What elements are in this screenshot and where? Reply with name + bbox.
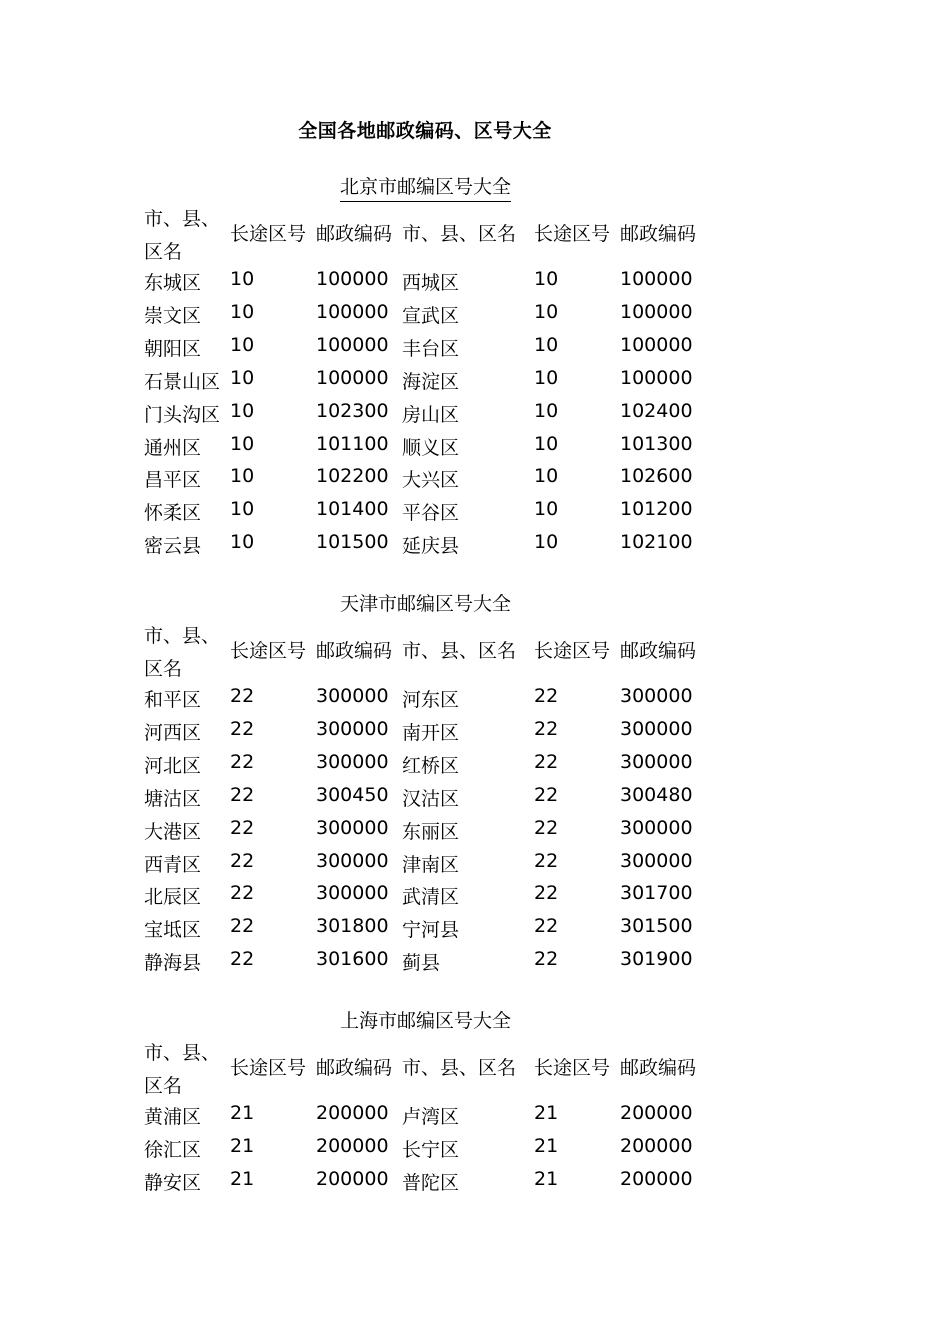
table-cell: 10 xyxy=(534,465,559,488)
table-cell: 21 xyxy=(534,1102,559,1124)
table-cell: 22 xyxy=(534,816,559,839)
table-cell: 河西区 xyxy=(144,721,202,744)
table-cell: 静安区 xyxy=(144,1171,202,1194)
table-cell: 怀柔区 xyxy=(144,502,202,525)
table-cell: 22 xyxy=(230,882,255,905)
table-cell: 10 xyxy=(230,498,255,521)
table-cell: 宁河县 xyxy=(402,919,460,942)
table-cell: 300000 xyxy=(620,750,693,773)
table-cell: 顺义区 xyxy=(402,436,460,459)
table-cell: 22 xyxy=(230,849,255,872)
table-cell: 300000 xyxy=(316,849,389,872)
table-cell: 200000 xyxy=(620,1167,693,1190)
table-cell: 西青区 xyxy=(144,853,202,876)
table-cell: 102100 xyxy=(620,531,693,554)
table-cell: 大兴区 xyxy=(402,469,460,492)
table-cell: 密云县 xyxy=(144,535,202,558)
table-cell: 300450 xyxy=(316,783,389,806)
table-cell: 200000 xyxy=(316,1134,389,1157)
table-cell: 200000 xyxy=(620,1102,693,1124)
table-cell: 蓟县 xyxy=(402,952,441,975)
table-cell: 海淀区 xyxy=(402,370,460,393)
table-header-cell: 市、县、区名 xyxy=(402,1057,517,1079)
table-cell: 300000 xyxy=(620,849,693,872)
table-cell: 22 xyxy=(534,849,559,872)
table-header-cell: 长途区号 xyxy=(534,223,611,245)
table-cell: 301500 xyxy=(620,915,693,938)
table-cell: 21 xyxy=(534,1134,559,1157)
table-cell: 静海县 xyxy=(144,952,202,975)
table-header-cell: 长途区号 xyxy=(534,640,611,662)
table-cell: 塘沽区 xyxy=(144,787,202,810)
table-cell: 东丽区 xyxy=(402,820,460,843)
table-cell: 徐汇区 xyxy=(144,1138,202,1161)
table-cell: 301600 xyxy=(316,948,389,971)
table-cell: 301700 xyxy=(620,882,693,905)
table-cell: 普陀区 xyxy=(402,1171,460,1194)
table-cell: 卢湾区 xyxy=(402,1106,460,1128)
table-header-cell: 邮政编码 xyxy=(620,640,697,662)
table-cell: 101300 xyxy=(620,432,693,455)
table-cell: 100000 xyxy=(620,366,693,389)
table-cell: 200000 xyxy=(316,1167,389,1190)
section-title: 北京市邮编区号大全 xyxy=(340,172,511,202)
table-cell: 100000 xyxy=(316,333,389,356)
table-cell: 300000 xyxy=(316,882,389,905)
table-cell: 宝坻区 xyxy=(144,919,202,942)
table-cell: 河东区 xyxy=(402,689,460,711)
table-cell: 101200 xyxy=(620,498,693,521)
table-cell: 22 xyxy=(230,717,255,740)
table-cell: 10 xyxy=(534,300,559,323)
table-cell: 300000 xyxy=(620,717,693,740)
table-cell: 100000 xyxy=(316,366,389,389)
table-cell: 22 xyxy=(534,717,559,740)
table-header-cell: 长途区号 xyxy=(230,640,307,662)
table-cell: 300000 xyxy=(620,685,693,707)
table-cell: 100000 xyxy=(316,268,389,290)
table-cell: 10 xyxy=(534,268,559,290)
table-cell: 平谷区 xyxy=(402,502,460,525)
table-cell: 102600 xyxy=(620,465,693,488)
table-header-cell: 市、县、区名 xyxy=(144,625,221,680)
table-cell: 黄浦区 xyxy=(144,1106,202,1128)
table-cell: 102300 xyxy=(316,399,389,422)
table-cell: 22 xyxy=(534,948,559,971)
table-cell: 昌平区 xyxy=(144,469,202,492)
table-cell: 300000 xyxy=(620,816,693,839)
table-cell: 石景山区 xyxy=(144,370,221,393)
table-cell: 10 xyxy=(230,333,255,356)
table-cell: 10 xyxy=(534,498,559,521)
table-cell: 300000 xyxy=(316,685,389,707)
table-cell: 10 xyxy=(230,366,255,389)
table-cell: 100000 xyxy=(316,300,389,323)
table-cell: 门头沟区 xyxy=(144,403,221,426)
table-cell: 10 xyxy=(230,465,255,488)
table-cell: 22 xyxy=(230,685,255,707)
table-cell: 10 xyxy=(534,399,559,422)
table-cell: 房山区 xyxy=(402,403,460,426)
table-cell: 大港区 xyxy=(144,820,202,843)
table-header-cell: 邮政编码 xyxy=(316,223,393,245)
table-cell: 22 xyxy=(534,750,559,773)
table-cell: 21 xyxy=(230,1134,255,1157)
table-cell: 10 xyxy=(230,268,255,290)
table-header-cell: 市、县、区名 xyxy=(402,640,517,662)
table-cell: 和平区 xyxy=(144,689,202,711)
table-cell: 武清区 xyxy=(402,886,460,909)
table-header-cell: 邮政编码 xyxy=(316,1057,393,1079)
table-header-cell: 邮政编码 xyxy=(316,640,393,662)
table-cell: 22 xyxy=(230,783,255,806)
document-title: 全国各地邮政编码、区号大全 xyxy=(298,120,552,142)
table-cell: 22 xyxy=(230,816,255,839)
table-cell: 300000 xyxy=(316,816,389,839)
table-cell: 10 xyxy=(230,432,255,455)
table-cell: 10 xyxy=(534,333,559,356)
table-cell: 300480 xyxy=(620,783,693,806)
table-cell: 22 xyxy=(534,915,559,938)
table-cell: 22 xyxy=(230,948,255,971)
table-cell: 西城区 xyxy=(402,272,460,294)
table-cell: 10 xyxy=(230,300,255,323)
table-header-cell: 长途区号 xyxy=(230,223,307,245)
table-cell: 100000 xyxy=(620,268,693,290)
table-cell: 汉沽区 xyxy=(402,787,460,810)
table-cell: 10 xyxy=(230,399,255,422)
table-cell: 朝阳区 xyxy=(144,337,202,360)
table-cell: 长宁区 xyxy=(402,1138,460,1161)
table-cell: 102400 xyxy=(620,399,693,422)
table-cell: 北辰区 xyxy=(144,886,202,909)
table-cell: 200000 xyxy=(316,1102,389,1124)
table-header-cell: 市、县、区名 xyxy=(144,208,221,263)
section-title: 天津市邮编区号大全 xyxy=(340,593,512,615)
table-cell: 21 xyxy=(534,1167,559,1190)
table-cell: 红桥区 xyxy=(402,754,460,777)
table-cell: 10 xyxy=(534,432,559,455)
table-cell: 301900 xyxy=(620,948,693,971)
table-cell: 300000 xyxy=(316,717,389,740)
table-cell: 丰台区 xyxy=(402,337,460,360)
table-cell: 21 xyxy=(230,1167,255,1190)
table-header-cell: 市、县、区名 xyxy=(402,223,517,245)
table-header-cell: 市、县、区名 xyxy=(144,1042,221,1097)
table-cell: 东城区 xyxy=(144,272,202,294)
table-cell: 22 xyxy=(534,783,559,806)
table-cell: 津南区 xyxy=(402,853,460,876)
table-cell: 101100 xyxy=(316,432,389,455)
table-cell: 10 xyxy=(230,531,255,554)
table-cell: 10 xyxy=(534,531,559,554)
table-cell: 102200 xyxy=(316,465,389,488)
table-cell: 河北区 xyxy=(144,754,202,777)
table-cell: 南开区 xyxy=(402,721,460,744)
table-cell: 100000 xyxy=(620,300,693,323)
table-cell: 200000 xyxy=(620,1134,693,1157)
table-cell: 21 xyxy=(230,1102,255,1124)
table-header-cell: 邮政编码 xyxy=(620,1057,697,1079)
table-cell: 100000 xyxy=(620,333,693,356)
table-cell: 22 xyxy=(230,750,255,773)
table-header-cell: 长途区号 xyxy=(230,1057,307,1079)
table-cell: 崇文区 xyxy=(144,304,202,327)
table-cell: 22 xyxy=(230,915,255,938)
table-cell: 300000 xyxy=(316,750,389,773)
table-cell: 22 xyxy=(534,882,559,905)
table-header-cell: 长途区号 xyxy=(534,1057,611,1079)
table-header-cell: 邮政编码 xyxy=(620,223,697,245)
table-cell: 101400 xyxy=(316,498,389,521)
table-cell: 延庆县 xyxy=(402,535,460,558)
table-cell: 10 xyxy=(534,366,559,389)
table-cell: 101500 xyxy=(316,531,389,554)
table-cell: 宣武区 xyxy=(402,304,460,327)
table-cell: 301800 xyxy=(316,915,389,938)
section-title: 上海市邮编区号大全 xyxy=(340,1010,512,1032)
table-cell: 通州区 xyxy=(144,436,202,459)
table-cell: 22 xyxy=(534,685,559,707)
